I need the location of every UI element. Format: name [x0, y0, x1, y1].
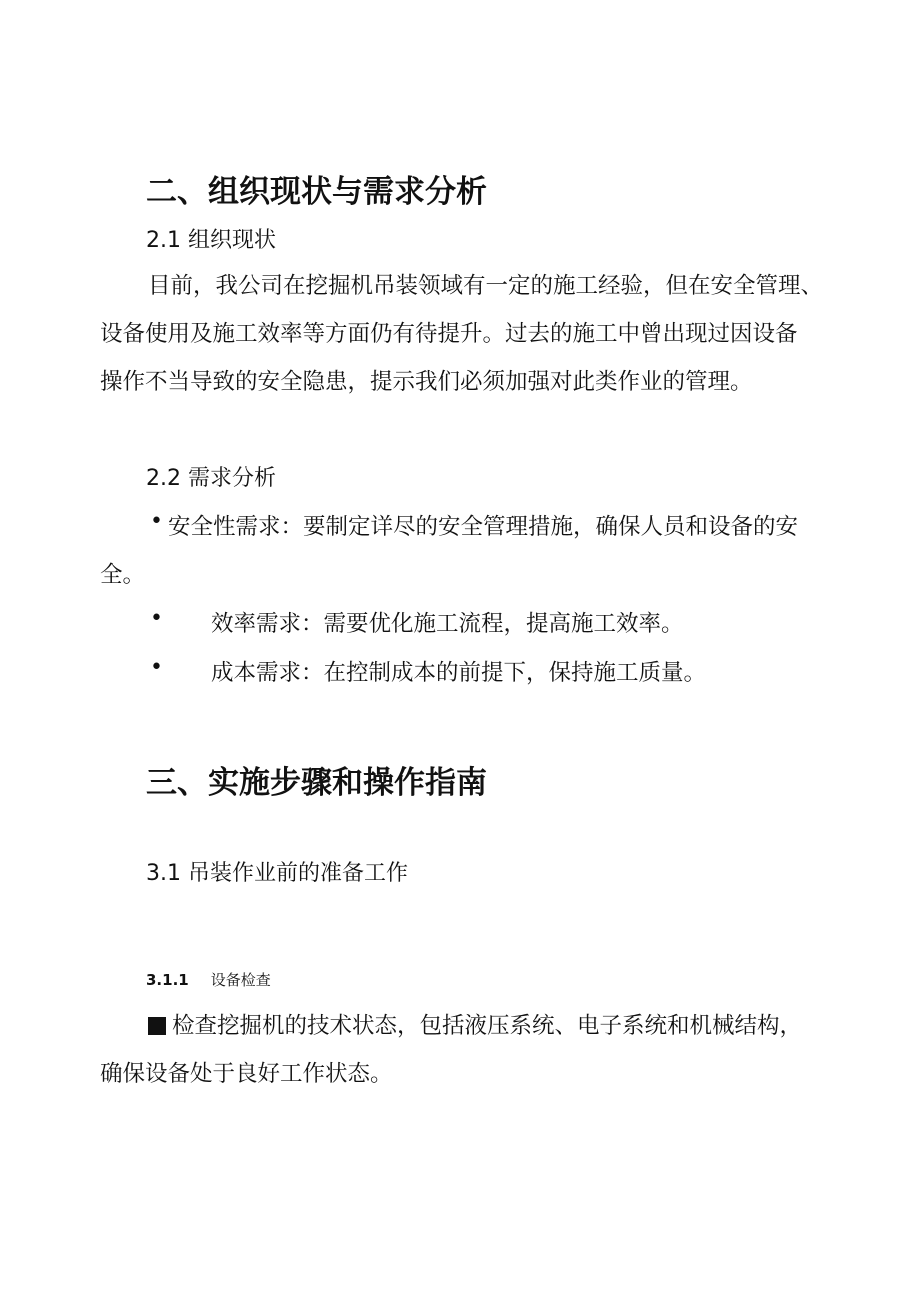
section-2-2-heading: 2.2 需求分析	[146, 466, 276, 491]
bullet-icon: •	[150, 509, 163, 534]
bullet-icon: •	[150, 606, 163, 631]
paragraph-text: 检查挖掘机的技术状态，包括液压系统、电子系统和机械结构，	[172, 1013, 803, 1039]
section-title: 设备检查	[210, 971, 271, 989]
paragraph-line: 目前，我公司在挖掘机吊装领域有一定的施工经验，但在安全管理、	[148, 273, 824, 299]
section-3-1-1-heading	[146, 969, 271, 990]
square-bullet-icon	[148, 1017, 166, 1035]
paragraph-line: 设备使用及施工效率等方面仍有待提升。过去的施工中曾出现过因设备	[100, 321, 798, 347]
paragraph-line: 确保设备处于良好工作状态。	[100, 1061, 393, 1087]
section-number: 3.1.1	[146, 971, 189, 989]
paragraph-line	[148, 1008, 802, 1040]
list-item-text: 成本需求：在控制成本的前提下，保持施工质量。	[211, 660, 707, 686]
section-3-1-heading: 3.1 吊装作业前的准备工作	[146, 861, 408, 886]
paragraph-line: 操作不当导致的安全隐患，提示我们必须加强对此类作业的管理。	[100, 369, 753, 395]
section-2-heading: 二、组织现状与需求分析	[146, 174, 487, 210]
list-item-text: 效率需求：需要优化施工流程，提高施工效率。	[211, 611, 684, 637]
bullet-icon: •	[150, 655, 163, 680]
section-3-heading: 三、实施步骤和操作指南	[146, 765, 487, 801]
list-item-text-continued: 全。	[100, 562, 146, 588]
list-item-text: 安全性需求：要制定详尽的安全管理措施，确保人员和设备的安	[168, 514, 799, 540]
section-2-1-heading: 2.1 组织现状	[146, 228, 276, 253]
